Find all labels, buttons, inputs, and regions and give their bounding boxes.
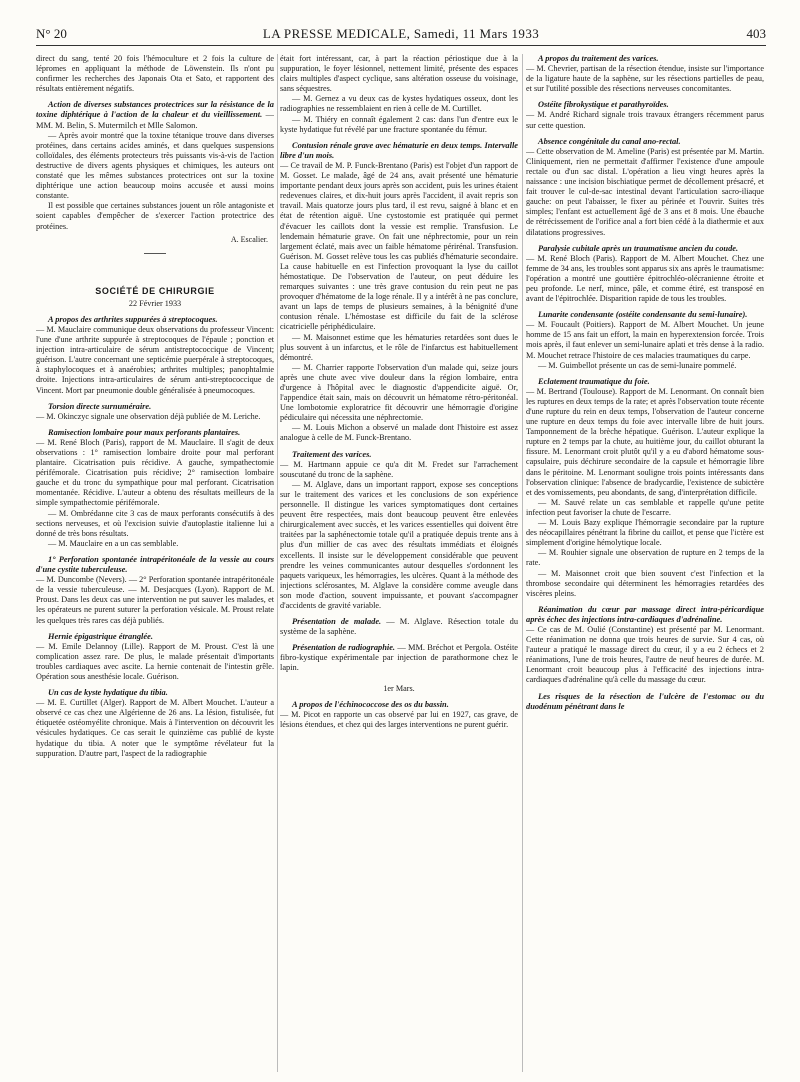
paragraph: Il est possible que certaines substances jouent un rôle antagoniste et soient capables d'empêcher de s'exercer l'action protectrice des protéines. (36, 201, 274, 231)
article-heading (280, 643, 518, 673)
paragraph: — Ce cas de M. Oulié (Constantine) est présenté par M. Lenormant. Cette réanimation ne donna que trois heures de survie. Sur 4 cas, où l'auteur a pratiqué le massage direct du cœur, il y a eu 2 échecs et 2 réanimations, l'une de trois heures, l'autre de neuf heures de durée. M. Lenormant croit beaucoup plus à l'efficacité des injections intra-cardiaques d'adrénaline qu'à celle du massage du cœur. (526, 624, 764, 685)
article-heading: Réanimation du cœur par massage direct intra-péricardique après échec des injections intra-cardiaques d'adrénaline. (526, 604, 764, 624)
issue-number: N° 20 (36, 26, 67, 41)
article-heading: Eclatement traumatique du foie. (538, 376, 650, 386)
header-rule (36, 45, 766, 46)
paragraph: — M. Mauclaire communique deux observations du professeur Vincent: l'une d'une arthrite suppurée à streptocoques de l'épaule ; ponction et injection intra-articulaire de sérum antistreptococcique de Vincent; guérison. L'autre concernant une septicémie puerpérale à streptocoques, à staphylocoques et à anaérobies; arthrites multiples; panophtalmie droite. Injections intra-articulaires de sérum anti-streptococcique de Vincent. Mort par pneumonie double généralisée à pneumocoques. (36, 324, 274, 395)
page-number: 403 (746, 26, 766, 41)
paragraph: — M. Rouhier signale une observation de rupture en 2 temps de la rate. (526, 548, 764, 568)
paragraph: — M. René Bloch (Paris), rapport de M. Mauclaire. Il s'agit de deux observations : 1° ramisection lombaire droite pour mal perforant plantaire. Cicatrisation puis récidive. A gauche, sympathectomie périfémorale. Cicatrisation puis récidive; 2° ramisection lombaire gauche et du tronc du sympathique pour mal perforant. Cicatrisation momentanée. Récidive. L'auteur a obtenu des résultats meilleurs de la simple sympathectomie périfémorale. (36, 437, 274, 508)
heading-rest: — MM. Bréchot et Pergola. Ostéite fibro-kystique expérimentale par injection de parathormone chez le lapin. (280, 643, 518, 673)
paragraph: — M. Ombrédanne cite 3 cas de maux perforants consécutifs à des sections nerveuses, et où l'excision suivie d'autoplastie italienne lui a donné de très bons résultats. (36, 508, 274, 538)
article-heading: Lunarite condensante (ostéite condensante du semi-lunaire). (538, 310, 748, 320)
article-heading: Torsion directe surnuméraire. (48, 401, 152, 411)
paragraph: — M. Gernez a vu deux cas de kystes hydatiques osseux, dont les radiographies ne ressemblaient en rien à celle de M. Curtillet. (280, 94, 518, 114)
paragraph: était fort intéressant, car, à part la réaction périostique due à la suppuration, le foyer lésionnel, nettement limité, présente des espaces clairs multiples d'aspect cyclique, sans altération osseuse du voisinage, sans séquestres. (280, 54, 518, 94)
paragraph: — M. Hartmann appuie ce qu'a dit M. Fredet sur l'arrachement souscutané du tronc de la saphène. (280, 459, 518, 479)
paragraph: — M. Emile Delannoy (Lille). Rapport de M. Proust. C'est là une complication assez rare. De plus, le malade présentait d'importants troubles cardiaques avec ascite. La hernie contenait de l'intestin grêle. Opération sous anesthésie locale. Guérison. (36, 641, 274, 681)
article-heading: Absence congénitale du canal ano-rectal. (538, 136, 681, 146)
paragraph: — M. André Richard signale trois travaux étrangers récemment parus sur cette question. (526, 110, 764, 130)
column-left (36, 54, 274, 1076)
section-date: 22 Février 1933 (128, 298, 182, 308)
paragraph: — Ce travail de M. P. Funck-Brentano (Paris) est l'objet d'un rapport de M. Gosset. Le malade, âgé de 24 ans, avait présenté une hématurie importante pendant deux jours après son accident, puis les urines étaient redevenues claires, et dix-huit jours après l'accident, il avait repris son travail. Mais quatorze jours plus tard, il est revu, saigné à blanc et en état de rétention aiguë. Une cystostomie est pratiquée qui permet d'évacuer les caillots dont la vessie est remplie. Transfusion. Le lendemain hématurie grave. On fait une néphrectomie, pour un rein largement éclaté, mais avec un faible hématome périrénal. Transfusion. Guérison. M. Gosset relève tous les cas publiés d'hématurie secondaire. La cause habituelle en est l'infection provoquant la lyse du caillot hémostatique. De l'observation de l'auteur, on peut déduire les remarques suivantes : une très grave contusion du rein peut ne pas provoquer d'hématome de la loge rénale. Il y a intérêt à ne pas conclure, avant un laps de temps de plusieurs semaines, à la bénignité d'une contusion rénale. L'hémostase est difficile du fait de la sclérose cicatricielle périphédiculaire. (280, 160, 518, 332)
paragraph: — M. Duncombe (Nevers). — 2° Perforation spontanée intrapéritonéale de la vessie tuberculeuse. — M. Desjacques (Lyon). Rapport de M. Proust. Dans les deux cas une intervention ne put sauver les malades, et les opérateurs ne purent suturer la perforation vésicale. M. Proust relate les quelques très rares cas déjà publiés. (36, 575, 274, 625)
heading-text: Présentation de radiographie. (292, 643, 396, 653)
article-heading: Ramisection lombaire pour maux perforants plantaires. (48, 427, 241, 437)
paragraph: — Après avoir montré que la toxine tétanique trouve dans diverses protéines, dans certains acides aminés, et dans quelques suspensions colloïdales, des éléments protecteurs très puissants vis-à-vis de l'action destructive de divers agents physiques et chimiques, les auteurs ont constaté que les mêmes substances protectrices ont sur la toxine diphtérique une action beaucoup moins accusée et aussi moins constante. (36, 130, 274, 201)
paragraph: — M. Maisonnet croit que bien souvent c'est l'infection et la thrombose secondaire qui déterminent les hémorragies retardées des viscères pleins. (526, 568, 764, 598)
article-heading: 1° Perforation spontanée intrapéritonéale de la vessie au cours d'une cystite tuberculeuse. (36, 554, 274, 575)
article-heading: A propos des arthrites suppurées à streptocoques. (48, 314, 218, 324)
paragraph: — M. Charrier rapporte l'observation d'un malade qui, seize jours après une chute avec vive douleur dans la région lombaire, entra d'urgence à l'hôpital avec le diagnostic d'appendicite aiguë. Or, l'appendice était sain, mais on découvrit un hématome rétro-péritonéal. Une lombotomie exploratrice fit découvrir une hémorragie d'origine pédiculaire qui nécessita une néphrectomie. (280, 362, 518, 423)
paragraph: — M. Chevrier, partisan de la résection étendue, insiste sur l'importance de la ligature haute de la saphène, sur les résections partielles de peau, et sur l'utilité possible des résections nerveuses concomitantes. (526, 64, 764, 94)
paragraph: — M. Louis Michon a observé un malade dont l'histoire est assez analogue à celle de M. Funck-Brentano. (280, 423, 518, 443)
article-heading: Contusion rénale grave avec hématurie en deux temps. Intervalle libre d'un mois. (280, 140, 518, 160)
paragraph: — M. E. Curtillet (Alger). Rapport de M. Albert Mouchet. L'auteur a observé ce cas chez une Algérienne de 26 ans. La lésion, fistulisée, fut étiquetée ostéomyélite chronique. Mais à l'intervention on découvrit les vésicules hydatiques. Ce cas serait le quinzième cas publié de kyste hydatique du tibia. A noter que le symptôme révélateur fut la suppuration. D'autre part, l'aspect de la radiographie (36, 698, 274, 758)
paragraph: — M. Picot en rapporte un cas observé par lui en 1927, cas grave, de lésions étendues, et chez qui des larges interventions ne purent guérir. (280, 709, 518, 729)
signature: A. Escalier. (230, 234, 268, 244)
paragraph: direct du sang, tenté 20 fois l'hémoculture et 2 fois la culture de lépromes en appliquant la méthode de Löwenstein. Ils n'ont pu confirmer les recherches des Japonais Ota et Sato, et rapportent des résultats entièrement négatifs. (36, 54, 274, 94)
paragraph: — M. Okinczyc signale une observation déjà publiée de M. Leriche. (36, 411, 261, 421)
article-heading: Traitement des varices. (292, 449, 372, 459)
page-header (36, 22, 766, 44)
article-heading: Hernie épigastrique étranglée. (48, 631, 153, 641)
column-right (526, 54, 764, 1076)
journal-title: LA PRESSE MEDICALE, Samedi, 11 Mars 1933 (262, 26, 540, 41)
separator (144, 253, 166, 254)
paragraph: — Cette observation de M. Ameline (Paris) est présentée par M. Martin. Cliniquement, rien ne permettait d'affirmer l'existence d'une ampoule rectale ou d'un sac distal. L'opération a lieu vingt heures après la naissance : une incision bischiatique permet de décollement présacré, et fait trouver le cul-de-sac intestinal devant l'articulation sacro-iliaque gauche: on peut l'abaisser, le fixer au périnée et l'ouvrir. Suites très simples; l'enfant est actuellement âgé de 3 ans et 8 mois. Une ébauche de rétrécissement de l'orifice anal a fort bien cédé à la diathermie et aux dilatations progressives. (526, 146, 764, 237)
paragraph: — M. Louis Bazy explique l'hémorragie secondaire par la rupture des néocapillaires pénétrant la fibrine du caillot, et pense que l'ictère est simplement d'origine hémolytique locale. (526, 518, 764, 548)
article-heading (280, 617, 518, 637)
column-divider (522, 54, 523, 1072)
column-middle (280, 54, 518, 1076)
article-heading: Un cas de kyste hydatique du tibia. (48, 688, 168, 698)
article-heading: A propos de l'échinococcose des os du bassin. (292, 699, 449, 709)
heading-text: Présentation de malade. (292, 617, 382, 627)
article-heading: Les risques de la résection de l'ulcère de l'estomac ou du duodénum pénétrant dans le (526, 691, 764, 711)
paragraph: — M. René Bloch (Paris). Rapport de M. Albert Mouchet. Chez une femme de 34 ans, les troubles sont apparus six ans après le traumatisme: l'opération a montré une gouttière épitrochléo-olécranienne étroite et peu profonde. Le nerf, mince, pâle, et comme étiré, est transposé en avant de l'épitrochlée. Disparition rapide de tous les troubles. (526, 253, 764, 304)
paragraph: — M. Mauclaire en a un cas semblable. (48, 538, 179, 548)
article-heading: A propos du traitement des varices. (538, 54, 659, 63)
column-divider (277, 54, 278, 1072)
paragraph: — M. Sauvé relate un cas semblable et rappelle qu'une petite infection peut favoriser la chute de l'escarre. (526, 497, 764, 517)
heading-rest: — M. Alglave. Résection totale du système de la saphène. (280, 617, 518, 637)
section-title: SOCIÉTÉ DE CHIRURGIE (95, 285, 215, 296)
paragraph: — M. Thiéry en connaît également 2 cas: dans l'un d'entre eux le kyste hydatique fut révélé par une fracture spontanée du fémur. (280, 114, 518, 134)
paragraph: — M. Foucault (Poitiers). Rapport de M. Albert Mouchet. Un jeune homme de 15 ans fait un effort, la main en hyperextension forcée. Trois mois après, il faut enlever un semi-lunaire aplati et très dense à la radio. M. Mouchet retrace l'histoire de ces malacies traumatiques du carpe. (526, 320, 764, 360)
section-date: 1er Mars. (383, 683, 415, 693)
heading-authors: — MM. M. Belin, S. Mutermilch et Mlle Salomon. (36, 110, 274, 130)
paragraph: — M. Guimbellot présente un cas de semi-lunaire pommelé. (538, 360, 737, 370)
paragraph: — M. Maisonnet estime que les hématuries retardées sont dues le plus souvent à un infarctus, et le rôle de l'infarctus est habituellement démontré. (280, 332, 518, 362)
article-heading: Paralysie cubitale après un traumatisme ancien du coude. (538, 243, 739, 253)
article-heading (36, 100, 274, 130)
article-heading: Ostéite fibrokystique et parathyroïdes. (538, 100, 669, 110)
paragraph: — M. Alglave, dans un important rapport, expose ses conceptions sur le traitement des varices et les conclusions de son expérience personnelle. Il distingue les varices symptomatiques dont certaines peuvent être respectées, mais dont beaucoup peuvent être enlevées chirurgicalement avec succès, et les varices essentielles qui doivent être traitées par la saphénectomie totale qu'il a pratiquée depuis trente ans à plus d'un millier de cas avec des résultats immédiats et éloignés excellents. Il insiste sur le développement considérable que peuvent prendre les veines communicantes autour desquelles s'ordonnent les paquets variqueux, les hémorragies, les ulcères. Quant à la méthode des injections sclérosantes, M. Alglave la considère comme aveugle dans son mode d'action, souvent impuissante, et pouvant s'accompagner d'accidents de gravité variable. (280, 479, 518, 610)
paragraph: — M. Bertrand (Toulouse). Rapport de M. Lenormant. On connaît bien les ruptures en deux temps de la rate; et après l'observation toute récente d'une rupture du rein en deux temps, l'observation de l'auteur concerne une rupture en deux temps du foie avec intervalle libre de huit jours. Tamponnement de la brèche hépatique. Guérison. L'auteur explique la rupture en 2 temps par la chute, au huitième jour, du caillot obturant la fissure. M. Lenormant croit plutôt qu'il y a eu d'abord hématome sous-capsulaire, puis déchirure secondaire de la capsule et hémorragie libre dans le péritoine. M. Lenormant souligne trois points intéressants dans l'observation clinique: l'absence de bradycardie, l'existence de subictère et des vomissements, peu abondants, de sang, d'interprétation difficile. (526, 386, 764, 497)
heading-text: Action de diverses substances protectrices sur la résistance de la toxine diphtérique à l'action de la chaleur et du vieillissement. (36, 100, 274, 120)
